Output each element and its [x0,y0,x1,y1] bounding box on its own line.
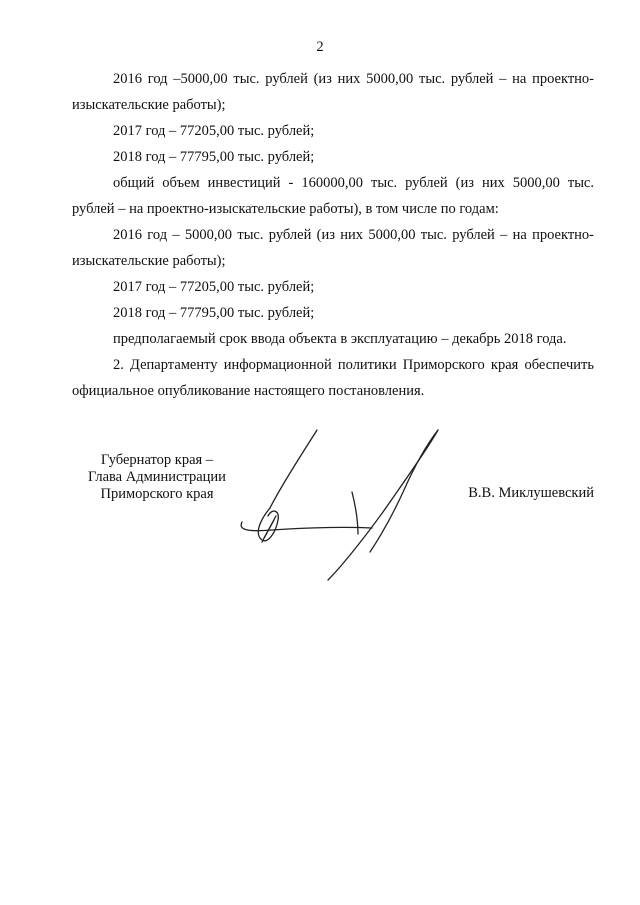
paragraph-total-investment: общий объем инвестиций - 160000,00 тыс. рублей (из них 5000,00 тыс. рублей – на проектно-изыскательские работы), в том числе по годам: [72,175,594,217]
handwritten-signature-icon [232,424,442,584]
signer-title-line-3: Приморского края [100,486,214,502]
document-body [72,66,594,404]
signer-title-line-1: Губернатор края – [100,452,214,468]
paragraph-publication-order: 2. Департаменту информационной политики Приморского края обеспечить официальное опубликование настоящего постановления. [72,357,594,399]
signer-name: В.В. Миклушевский [468,485,594,501]
signer-title [72,452,242,503]
paragraph-2016-investment: 2016 год – 5000,00 тыс. рублей (из них 5000,00 тыс. рублей – на проектно-изыскательские работы); [72,227,594,269]
paragraph-2017-investment: 2017 год – 77205,00 тыс. рублей; [113,279,315,295]
paragraph-2018-investment: 2018 год – 77795,00 тыс. рублей; [113,305,315,321]
paragraph-commissioning-date: предполагаемый срок ввода объекта в эксплуатацию – декабрь 2018 года. [113,331,567,347]
page-number: 2 [316,39,324,55]
signer-title-line-2: Глава Администрации [88,469,226,485]
signature-block [72,452,594,592]
paragraph-2017: 2017 год – 77205,00 тыс. рублей; [113,123,315,139]
paragraph-2016-design: 2016 год –5000,00 тыс. рублей (из них 5000,00 тыс. рублей – на проектно-изыскательские работы); [72,71,594,113]
paragraph-2018: 2018 год – 77795,00 тыс. рублей; [113,149,315,165]
